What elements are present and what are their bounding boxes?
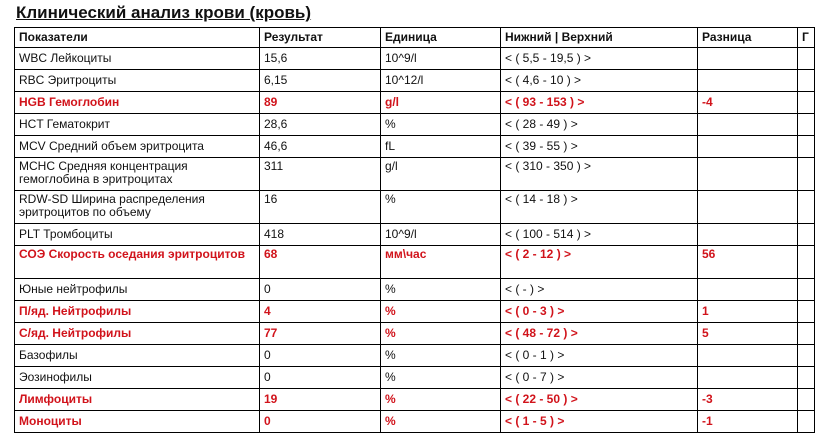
table-row (15, 191, 815, 224)
row-diff: -1 (698, 411, 798, 433)
row-range: < ( 0 - 7 ) > (501, 367, 698, 389)
table-row-abnormal (15, 389, 815, 411)
row-unit: 10^9/l (381, 224, 501, 246)
row-range: < ( 93 - 153 ) > (501, 92, 698, 114)
row-range: < ( 4,6 - 10 ) > (501, 70, 698, 92)
row-diff (698, 70, 798, 92)
row-unit: % (381, 323, 501, 345)
row-unit: % (381, 114, 501, 136)
row-extra (798, 136, 815, 158)
row-range: < ( 14 - 18 ) > (501, 191, 698, 224)
row-extra (798, 92, 815, 114)
row-diff: 56 (698, 246, 798, 279)
row-unit: g/l (381, 92, 501, 114)
row-range: < ( - ) > (501, 279, 698, 301)
row-extra (798, 114, 815, 136)
row-extra (798, 246, 815, 279)
row-diff: 1 (698, 301, 798, 323)
results-table (14, 27, 815, 433)
row-diff (698, 367, 798, 389)
row-diff (698, 114, 798, 136)
row-extra (798, 389, 815, 411)
row-unit: % (381, 301, 501, 323)
row-name: MCV Средний объем эритроцита (15, 136, 260, 158)
row-result: 6,15 (260, 70, 381, 92)
row-result: 0 (260, 367, 381, 389)
row-name: Эозинофилы (15, 367, 260, 389)
row-name: RBC Эритроциты (15, 70, 260, 92)
header-range: Нижний | Верхний (501, 28, 698, 48)
row-extra (798, 158, 815, 191)
row-unit: fL (381, 136, 501, 158)
row-extra (798, 279, 815, 301)
row-diff: -3 (698, 389, 798, 411)
table-row (15, 345, 815, 367)
table-row (15, 158, 815, 191)
row-name: С/яд. Нейтрофилы (15, 323, 260, 345)
row-name: WBC Лейкоциты (15, 48, 260, 70)
row-unit: g/l (381, 158, 501, 191)
row-result: 15,6 (260, 48, 381, 70)
row-unit: % (381, 389, 501, 411)
row-name: Лимфоциты (15, 389, 260, 411)
row-unit: 10^9/l (381, 48, 501, 70)
row-diff (698, 224, 798, 246)
row-unit: 10^12/l (381, 70, 501, 92)
header-row (15, 28, 815, 48)
table-row-abnormal (15, 301, 815, 323)
table-row (15, 136, 815, 158)
row-range: < ( 2 - 12 ) > (501, 246, 698, 279)
row-name: RDW-SD Ширина распределения эритроцитов по объему (15, 191, 260, 224)
row-range: < ( 1 - 5 ) > (501, 411, 698, 433)
table-row (15, 114, 815, 136)
header-result: Результат (260, 28, 381, 48)
row-name: PLT Тромбоциты (15, 224, 260, 246)
row-result: 28,6 (260, 114, 381, 136)
table-row-abnormal (15, 323, 815, 345)
row-range: < ( 39 - 55 ) > (501, 136, 698, 158)
header-unit: Единица (381, 28, 501, 48)
row-range: < ( 0 - 1 ) > (501, 345, 698, 367)
row-result: 19 (260, 389, 381, 411)
row-range: < ( 22 - 50 ) > (501, 389, 698, 411)
row-diff (698, 136, 798, 158)
row-result: 0 (260, 345, 381, 367)
header-extra: Г (798, 28, 815, 48)
page-title: Клинический анализ крови (кровь) (16, 3, 312, 22)
row-diff (698, 191, 798, 224)
row-diff (698, 345, 798, 367)
row-result: 4 (260, 301, 381, 323)
row-name: HGB Гемоглобин (15, 92, 260, 114)
row-result: 0 (260, 279, 381, 301)
row-name: Базофилы (15, 345, 260, 367)
table-row (15, 48, 815, 70)
row-unit: % (381, 191, 501, 224)
row-diff (698, 158, 798, 191)
row-unit: % (381, 367, 501, 389)
row-extra (798, 70, 815, 92)
row-name: СОЭ Скорость оседания эритроцитов (15, 246, 260, 279)
row-name: Моноциты (15, 411, 260, 433)
row-extra (798, 411, 815, 433)
row-result: 0 (260, 411, 381, 433)
row-result: 68 (260, 246, 381, 279)
table-row (15, 224, 815, 246)
row-diff (698, 279, 798, 301)
table-row (15, 279, 815, 301)
row-result: 46,6 (260, 136, 381, 158)
row-name: Юные нейтрофилы (15, 279, 260, 301)
row-extra (798, 191, 815, 224)
table-row-abnormal (15, 411, 815, 433)
row-extra (798, 301, 815, 323)
row-range: < ( 0 - 3 ) > (501, 301, 698, 323)
row-unit: % (381, 345, 501, 367)
table-row (15, 367, 815, 389)
row-extra (798, 224, 815, 246)
row-result: 311 (260, 158, 381, 191)
row-range: < ( 48 - 72 ) > (501, 323, 698, 345)
table-row (15, 70, 815, 92)
row-extra (798, 367, 815, 389)
row-unit: мм\час (381, 246, 501, 279)
table-row-abnormal (15, 92, 815, 114)
row-diff (698, 48, 798, 70)
row-extra (798, 48, 815, 70)
row-range: < ( 100 - 514 ) > (501, 224, 698, 246)
row-result: 16 (260, 191, 381, 224)
row-unit: % (381, 279, 501, 301)
row-result: 77 (260, 323, 381, 345)
row-name: MCHC Средняя концентрация гемоглобина в эритроцитах (15, 158, 260, 191)
row-name: HCT Гематокрит (15, 114, 260, 136)
row-range: < ( 5,5 - 19,5 ) > (501, 48, 698, 70)
row-range: < ( 310 - 350 ) > (501, 158, 698, 191)
row-extra (798, 345, 815, 367)
row-diff: 5 (698, 323, 798, 345)
row-result: 89 (260, 92, 381, 114)
header-name: Показатели (15, 28, 260, 48)
header-diff: Разница (698, 28, 798, 48)
table-row-abnormal (15, 246, 815, 279)
row-range: < ( 28 - 49 ) > (501, 114, 698, 136)
row-result: 418 (260, 224, 381, 246)
row-extra (798, 323, 815, 345)
row-diff: -4 (698, 92, 798, 114)
row-unit: % (381, 411, 501, 433)
row-name: П/яд. Нейтрофилы (15, 301, 260, 323)
